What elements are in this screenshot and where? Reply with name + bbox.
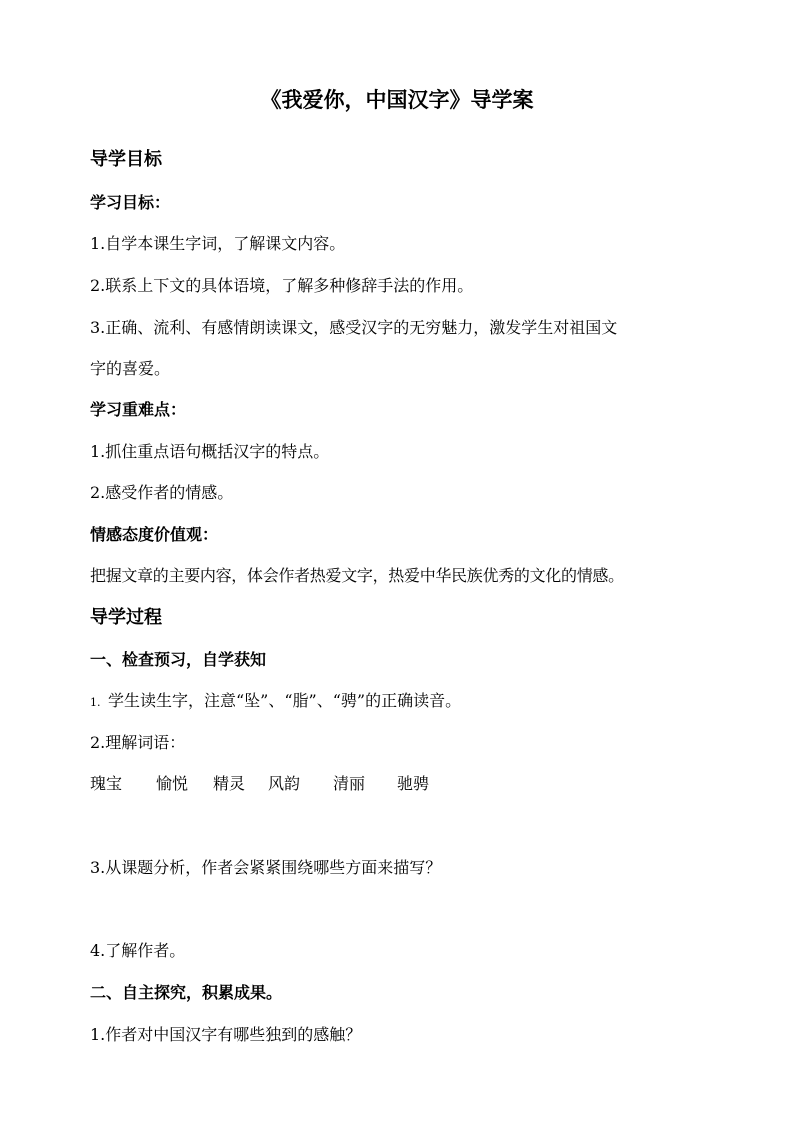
part2-heading: 二、自主探究，积累成果。 (90, 983, 283, 1002)
vocab-word: 驰骋 (397, 774, 430, 793)
vocab-word: 精灵 (213, 774, 246, 793)
vocab-row (90, 774, 429, 794)
learning-goal-item-continued: 字的喜爱。 (90, 359, 171, 378)
part1-item1-text: 学生读生字，注意“坠”、“脂”、“骋”的正确读音。 (108, 691, 462, 710)
vocab-word: 风韵 (268, 774, 301, 793)
learning-goal-item: 1.自学本课生字词，了解课文内容。 (90, 234, 346, 253)
part1-item2: 2.理解词语： (90, 733, 186, 752)
document-title: 《我爱你，中国汉字》导学案 (260, 87, 534, 112)
part1-item1-number: 1. (90, 696, 101, 709)
section-heading-goals: 导学目标 (90, 149, 162, 170)
key-points-heading: 学习重难点： (90, 400, 187, 419)
key-point-item: 1.抓住重点语句概括汉字的特点。 (90, 442, 330, 461)
part2-item1: 1.作者对中国汉字有哪些独到的感触？ (90, 1025, 362, 1044)
values-text: 把握文章的主要内容，体会作者热爱文字，热爱中华民族优秀的文化的情感。 (90, 566, 624, 585)
vocab-word: 清丽 (333, 774, 366, 793)
learning-goal-item: 2.联系上下文的具体语境，了解多种修辞手法的作用。 (90, 276, 474, 295)
section-heading-process: 导学过程 (90, 607, 162, 628)
vocab-word: 愉悦 (156, 774, 189, 793)
part1-item3: 3.从课题分析，作者会紧紧围绕哪些方面来描写？ (90, 858, 442, 877)
learning-goals-heading: 学习目标： (90, 193, 171, 212)
part1-item4: 4.了解作者。 (90, 941, 186, 960)
learning-goal-item: 3.正确、流利、有感情朗读课文，感受汉字的无穷魅力，激发学生对祖国文 (90, 318, 618, 337)
key-point-item: 2.感受作者的情感。 (90, 483, 234, 502)
part1-item1 (90, 691, 461, 713)
part1-heading: 一、检查预习，自学获知 (90, 650, 267, 669)
vocab-word: 瑰宝 (90, 774, 123, 793)
values-heading: 情感态度价值观： (90, 525, 219, 544)
